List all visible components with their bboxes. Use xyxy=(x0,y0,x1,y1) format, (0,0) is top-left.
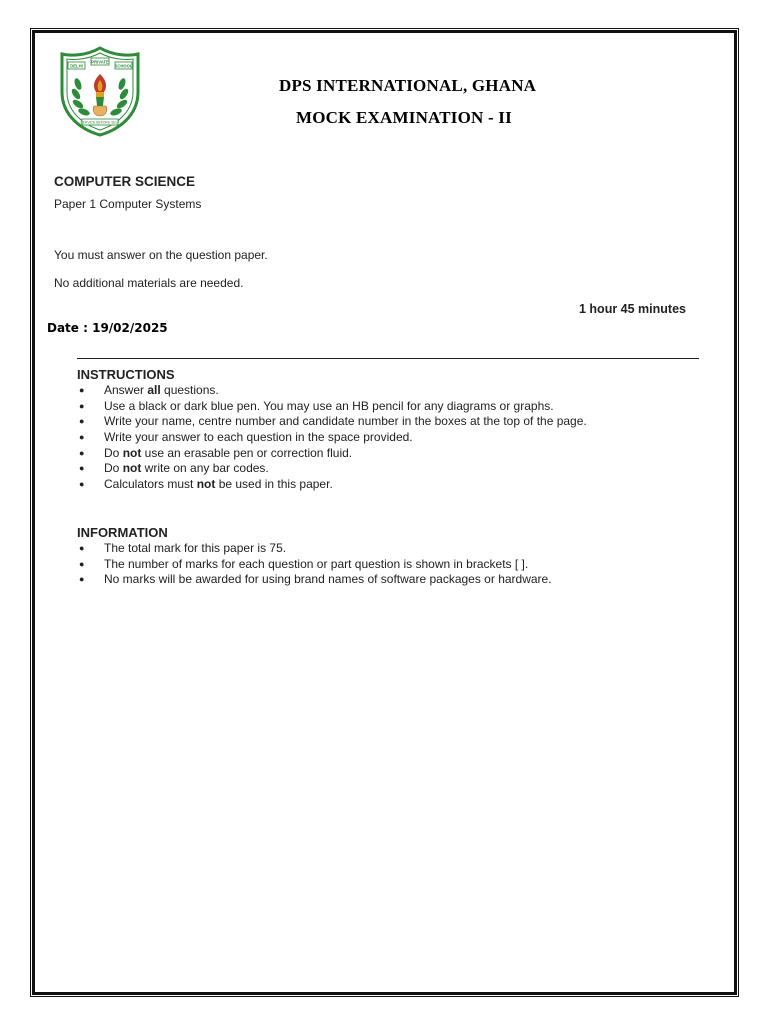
school-crest-icon xyxy=(56,44,144,138)
list-item-text: questions. xyxy=(160,383,219,397)
ribbon-left-text: DELHI xyxy=(70,63,83,69)
list-item xyxy=(77,541,552,557)
list-item-text: Calculators must xyxy=(104,477,197,492)
bullet-icon: ● xyxy=(79,543,85,553)
bullet-icon: ● xyxy=(79,479,85,490)
ribbon-right-text: SCHOOL xyxy=(114,63,133,69)
list-item-emphasis: not xyxy=(196,477,216,492)
list-item xyxy=(77,557,552,573)
exam-name: MOCK EXAMINATION - II xyxy=(296,108,512,127)
list-item xyxy=(77,399,587,415)
list-item-text: No marks will be awarded for using brand names of software packages or hardware. xyxy=(104,572,552,587)
list-item xyxy=(77,461,587,477)
list-item-emphasis: not xyxy=(122,445,142,460)
instructions-list xyxy=(77,383,587,493)
instructions-heading: INSTRUCTIONS xyxy=(77,367,175,382)
information-list xyxy=(77,541,552,588)
list-item-text: Write your answer to each question in the space provided. xyxy=(104,430,413,445)
materials-note: No additional materials are needed. xyxy=(54,276,244,290)
subject-title: COMPUTER SCIENCE xyxy=(54,174,196,189)
exam-duration: 1 hour 45 minutes xyxy=(579,302,686,316)
list-item xyxy=(77,383,587,399)
list-item xyxy=(77,572,552,588)
bullet-icon: ● xyxy=(79,558,85,569)
bullet-icon: ● xyxy=(79,416,85,427)
list-item-text: The total mark for this paper is 75. xyxy=(104,541,287,555)
list-item xyxy=(77,446,587,462)
horizontal-rule xyxy=(77,358,699,359)
motto-text: SERVICE BEFORE SELF xyxy=(80,120,120,125)
list-item-text: Do xyxy=(104,461,123,476)
bullet-icon: ● xyxy=(79,400,85,411)
bullet-icon: ● xyxy=(79,432,85,443)
list-item xyxy=(77,414,587,430)
list-item xyxy=(77,430,587,446)
list-item-text: use an erasable pen or correction fluid. xyxy=(141,445,353,460)
bullet-icon: ● xyxy=(79,574,85,585)
exam-date: Date : 19/02/2025 xyxy=(47,321,168,335)
school-name: DPS INTERNATIONAL, GHANA xyxy=(279,76,537,95)
list-item-text: Write your name, centre number and candidate number in the boxes at the top of the page. xyxy=(104,414,587,429)
list-item xyxy=(77,477,587,493)
list-item-text: be used in this paper. xyxy=(215,477,333,492)
list-item-text: Use a black or dark blue pen. You may use an HB pencil for any diagrams or graphs. xyxy=(104,398,554,413)
list-item-text: Answer xyxy=(104,383,148,397)
list-item-text: Do xyxy=(104,445,123,460)
list-item-text: The number of marks for each question or part question is shown in brackets [ ]. xyxy=(104,556,529,571)
bullet-icon: ● xyxy=(79,447,85,458)
list-item-emphasis: all xyxy=(147,383,161,397)
bullet-icon: ● xyxy=(79,385,85,395)
bullet-icon: ● xyxy=(79,463,85,474)
paper-title: Paper 1 Computer Systems xyxy=(54,197,202,211)
ribbon-center-text: PRIVATE xyxy=(91,59,109,65)
list-item-text: write on any bar codes. xyxy=(141,461,269,476)
answer-note: You must answer on the question paper. xyxy=(54,248,268,262)
list-item-emphasis: not xyxy=(122,461,142,476)
information-heading: INFORMATION xyxy=(77,525,168,540)
